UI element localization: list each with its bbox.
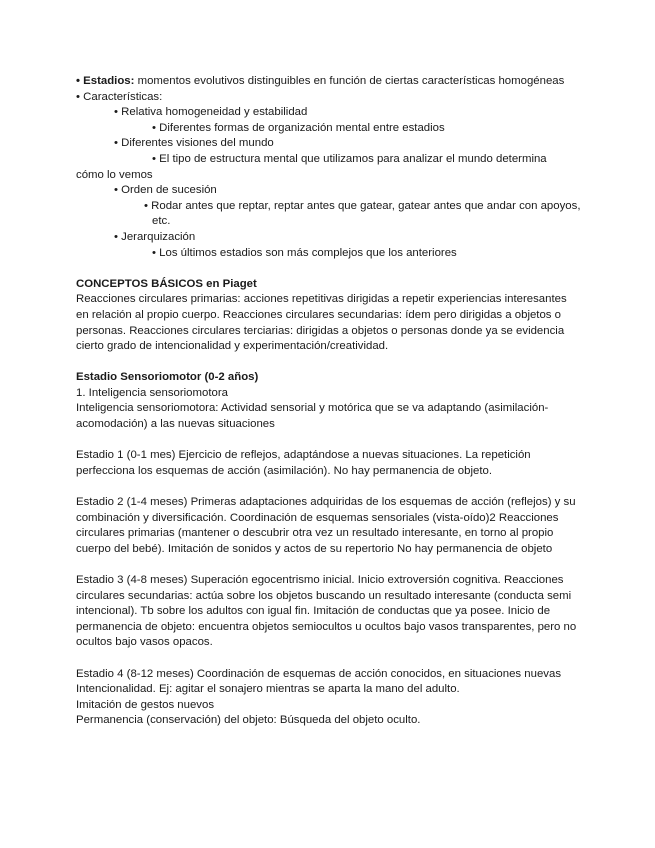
sub-bullet-complejos: • Los últimos estadios son más complejos que los anteriores (152, 246, 457, 259)
spacer (76, 355, 581, 371)
estadio-4-permanencia: Permanencia (conservación) del objeto: Búsqueda del objeto oculto. (76, 714, 421, 727)
estadios-text: momentos evolutivos distinguibles en función de ciertas características homogéneas (134, 75, 565, 87)
document-body (76, 74, 581, 729)
estadio-1-paragraph: Estadio 1 (0-1 mes) Ejercicio de reflejos, adaptándose a nuevas situaciones. La repetición perfecciona los esquemas de acción (asimilación). No hay permanencia de objeto. (76, 449, 531, 477)
estadios-paragraph (76, 74, 581, 90)
estadio-2-paragraph: Estadio 2 (1-4 meses) Primeras adaptaciones adquiridas de los esquemas de acción (reflejos) y su combinación y diversificación. Coordinación de esquemas sensoriales (vista-oído)2 Reacciones circulares primarias (mantener o descubrir otra vez un resultado interesante, en torno al propio cuerpo del bebé). Imitación de sonidos y actos de su repertorio No hay permanencia de objeto (76, 496, 576, 555)
spacer (76, 433, 581, 449)
spacer (76, 557, 581, 573)
sub-bullet-estructura-continuation: cómo lo vemos (76, 168, 153, 181)
caracteristicas-heading: • Características: (76, 90, 163, 103)
conceptos-heading: CONCEPTOS BÁSICOS en Piaget (76, 277, 257, 290)
bullet-homogeneidad: • Relativa homogeneidad y estabilidad (114, 106, 308, 119)
sensoriomotor-definition: Inteligencia sensoriomotora: Actividad sensorial y motórica que se va adaptando (asimilación-acomodación) a las nuevas situaciones (76, 402, 549, 431)
conceptos-paragraph: Reacciones circulares primarias: acciones repetitivas dirigidas a repetir experiencias interesantes en relación al propio cuerpo. Reacciones circulares secundarias: ídem pero dirigidas a objetos o personas. Reacciones circulares terciarias: dirigidas a objetos o personas donde ya se evidencia cierto grado de intencionalidad y experimentación/creatividad. (76, 293, 567, 353)
estadio-3-paragraph: Estadio 3 (4-8 meses) Superación egocentrismo inicial. Inicio extroversión cognitiva. Reacciones circulares secundarias: actúa sobre los objetos buscando un resultado interesante (conducta semi intencional). Tb sobre los adultos con igual fin. Imitación de conductas que ya posee. Inicio de permanencia de objeto: encuentra objetos semiocultos u ocultos bajo vasos transparentes, pero no ocultos bajo vasos opacos. (76, 574, 577, 649)
estadio-4-paragraph: Estadio 4 (8-12 meses) Coordinación de esquemas de acción conocidos, en situaciones nuevas Intencionalidad. Ej: agitar el sonajero mientras se aparta la mano del adulto. (76, 667, 562, 696)
bullet-jerarquizacion: • Jerarquización (114, 230, 196, 243)
estadios-term: • Estadios: (76, 75, 135, 87)
spacer (76, 261, 581, 277)
bullet-visiones: • Diferentes visiones del mundo (114, 137, 274, 150)
estadio-4-imitacion: Imitación de gestos nuevos (76, 698, 215, 711)
sub-bullet-estructura: • El tipo de estructura mental que utilizamos para analizar el mundo determina (152, 152, 547, 165)
sensoriomotor-heading: Estadio Sensoriomotor (0-2 años) (76, 371, 259, 384)
bullet-orden: • Orden de sucesión (114, 184, 217, 197)
spacer (76, 479, 581, 495)
sub-bullet-organizacion: • Diferentes formas de organización mental entre estadios (152, 121, 445, 134)
spacer (76, 651, 581, 667)
sensoriomotor-subheading: 1. Inteligencia sensoriomotora (76, 386, 228, 399)
sub-bullet-rodar: • Rodar antes que reptar, reptar antes que gatear, gatear antes que andar con apoyos, etc. (144, 199, 581, 228)
